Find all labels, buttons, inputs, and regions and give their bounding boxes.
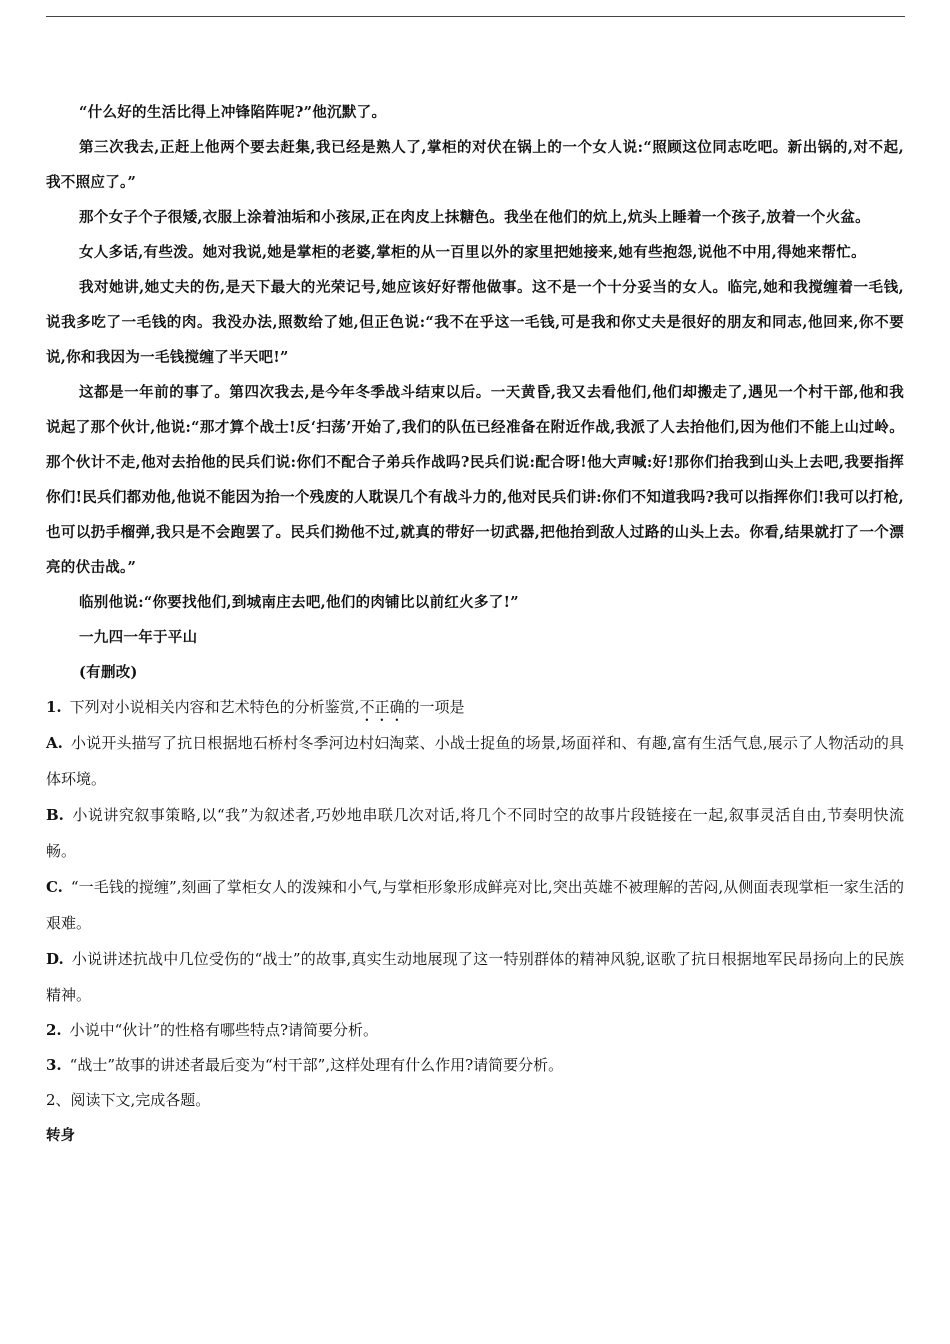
section-2-heading: 2、阅读下文,完成各题。	[46, 1091, 211, 1109]
option-c-letter: C.	[46, 878, 63, 896]
option-d	[46, 941, 904, 1013]
next-passage-title: 转身	[46, 1127, 75, 1144]
question-1-stem-after: 的一项是	[404, 698, 465, 716]
option-a-letter: A.	[46, 734, 63, 752]
option-d-text: 小说讲述抗战中几位受伤的“战士”的故事,真实生动地展现了这一特别群体的精神风貌,讴歌了抗日根据地军民昂扬向上的民族精神。	[46, 950, 904, 1004]
passage-paragraph-1: “什么好的生活比得上冲锋陷阵呢?”他沉默了。	[79, 104, 387, 121]
document-body	[46, 95, 904, 1153]
passage-note: (有删改)	[79, 664, 138, 681]
option-a-text: 小说开头描写了抗日根据地石桥村冬季河边村妇淘菜、小战士捉鱼的场景,场面祥和、有趣,富有生活气息,展示了人物活动的具体环境。	[46, 734, 904, 788]
question-1-stem-before: 下列对小说相关内容和艺术特色的分析鉴赏,	[69, 698, 360, 716]
question-2-text: 小说中“伙计”的性格有哪些特点?请简要分析。	[69, 1021, 379, 1039]
question-1	[46, 690, 904, 725]
question-1-stem-emphasis: 不正确	[359, 698, 405, 716]
option-b	[46, 797, 904, 869]
question-2-number: 2.	[46, 1021, 62, 1039]
passage-date: 一九四一年于平山	[79, 629, 198, 646]
question-2	[46, 1013, 904, 1048]
option-c	[46, 869, 904, 941]
passage-paragraph-4: 女人多话,有些泼。她对我说,她是掌柜的老婆,掌柜的从一百里以外的家里把她接来,她有些抱怨,说他不中用,得她来帮忙。	[79, 244, 866, 261]
header-rule	[46, 16, 905, 17]
passage-paragraph-7: 临别他说:“你要找他们,到城南庄去吧,他们的肉铺比以前红火多了!”	[79, 594, 519, 611]
question-3-number: 3.	[46, 1056, 62, 1074]
passage-paragraph-2: 第三次我去,正赶上他两个要去赶集,我已经是熟人了,掌柜的对伏在锅上的一个女人说:“照顾这位同志吃吧。新出锅的,对不起,我不照应了。”	[46, 139, 904, 191]
passage-paragraph-5: 我对她讲,她丈夫的伤,是天下最大的光荣记号,她应该好好帮他做事。这不是一个十分妥当的女人。临完,她和我搅缠着一毛钱,说我多吃了一毛钱的肉。我没办法,照数给了她,但正色说:“我不在乎这一毛钱,可是我和你丈夫是很好的朋友和同志,他回来,你不要说,你和我因为一毛钱搅缠了半天吧!”	[46, 279, 904, 366]
question-3-text: “战士”故事的讲述者最后变为“村干部”,这样处理有什么作用?请简要分析。	[69, 1056, 564, 1074]
option-b-letter: B.	[46, 806, 64, 824]
question-3	[46, 1048, 904, 1083]
option-a	[46, 725, 904, 797]
option-c-text: “一毛钱的搅缠”,刻画了掌柜女人的泼辣和小气,与掌柜形象形成鲜亮对比,突出英雄不被理解的苦闷,从侧面表现掌柜一家生活的艰难。	[46, 878, 904, 932]
question-1-number: 1.	[46, 698, 62, 716]
passage-paragraph-3: 那个女子个子很矮,衣服上涂着油垢和小孩尿,正在肉皮上抹糖色。我坐在他们的炕上,炕头上睡着一个孩子,放着一个火盆。	[79, 209, 870, 226]
option-b-text: 小说讲究叙事策略,以“我”为叙述者,巧妙地串联几次对话,将几个不同时空的故事片段链接在一起,叙事灵活自由,节奏明快流畅。	[46, 806, 904, 860]
option-d-letter: D.	[46, 950, 64, 968]
passage-paragraph-6: 这都是一年前的事了。第四次我去,是今年冬季战斗结束以后。一天黄昏,我又去看他们,他们却搬走了,遇见一个村干部,他和我说起了那个伙计,他说:“那才算个战士!反‘扫荡’开始了,我们的队伍已经准备在附近作战,我派了人去抬他们,因为他们不能上山过岭。那个伙计不走,他对去抬他的民兵们说:你们不配合子弟兵作战吗?民兵们说:配合呀!他大声喊:好!那你们抬我到山头上去吧,我要指挥你们!民兵们都劝他,他说不能因为抬一个残废的人耽误几个有战斗力的,他对民兵们讲:你们不知道我吗?我可以指挥你们!我可以打枪,也可以扔手榴弹,我只是不会跑罢了。民兵们拗他不过,就真的带好一切武器,把他抬到敌人过路的山头上去。你看,结果就打了一个漂亮的伏击战。”	[46, 384, 904, 576]
